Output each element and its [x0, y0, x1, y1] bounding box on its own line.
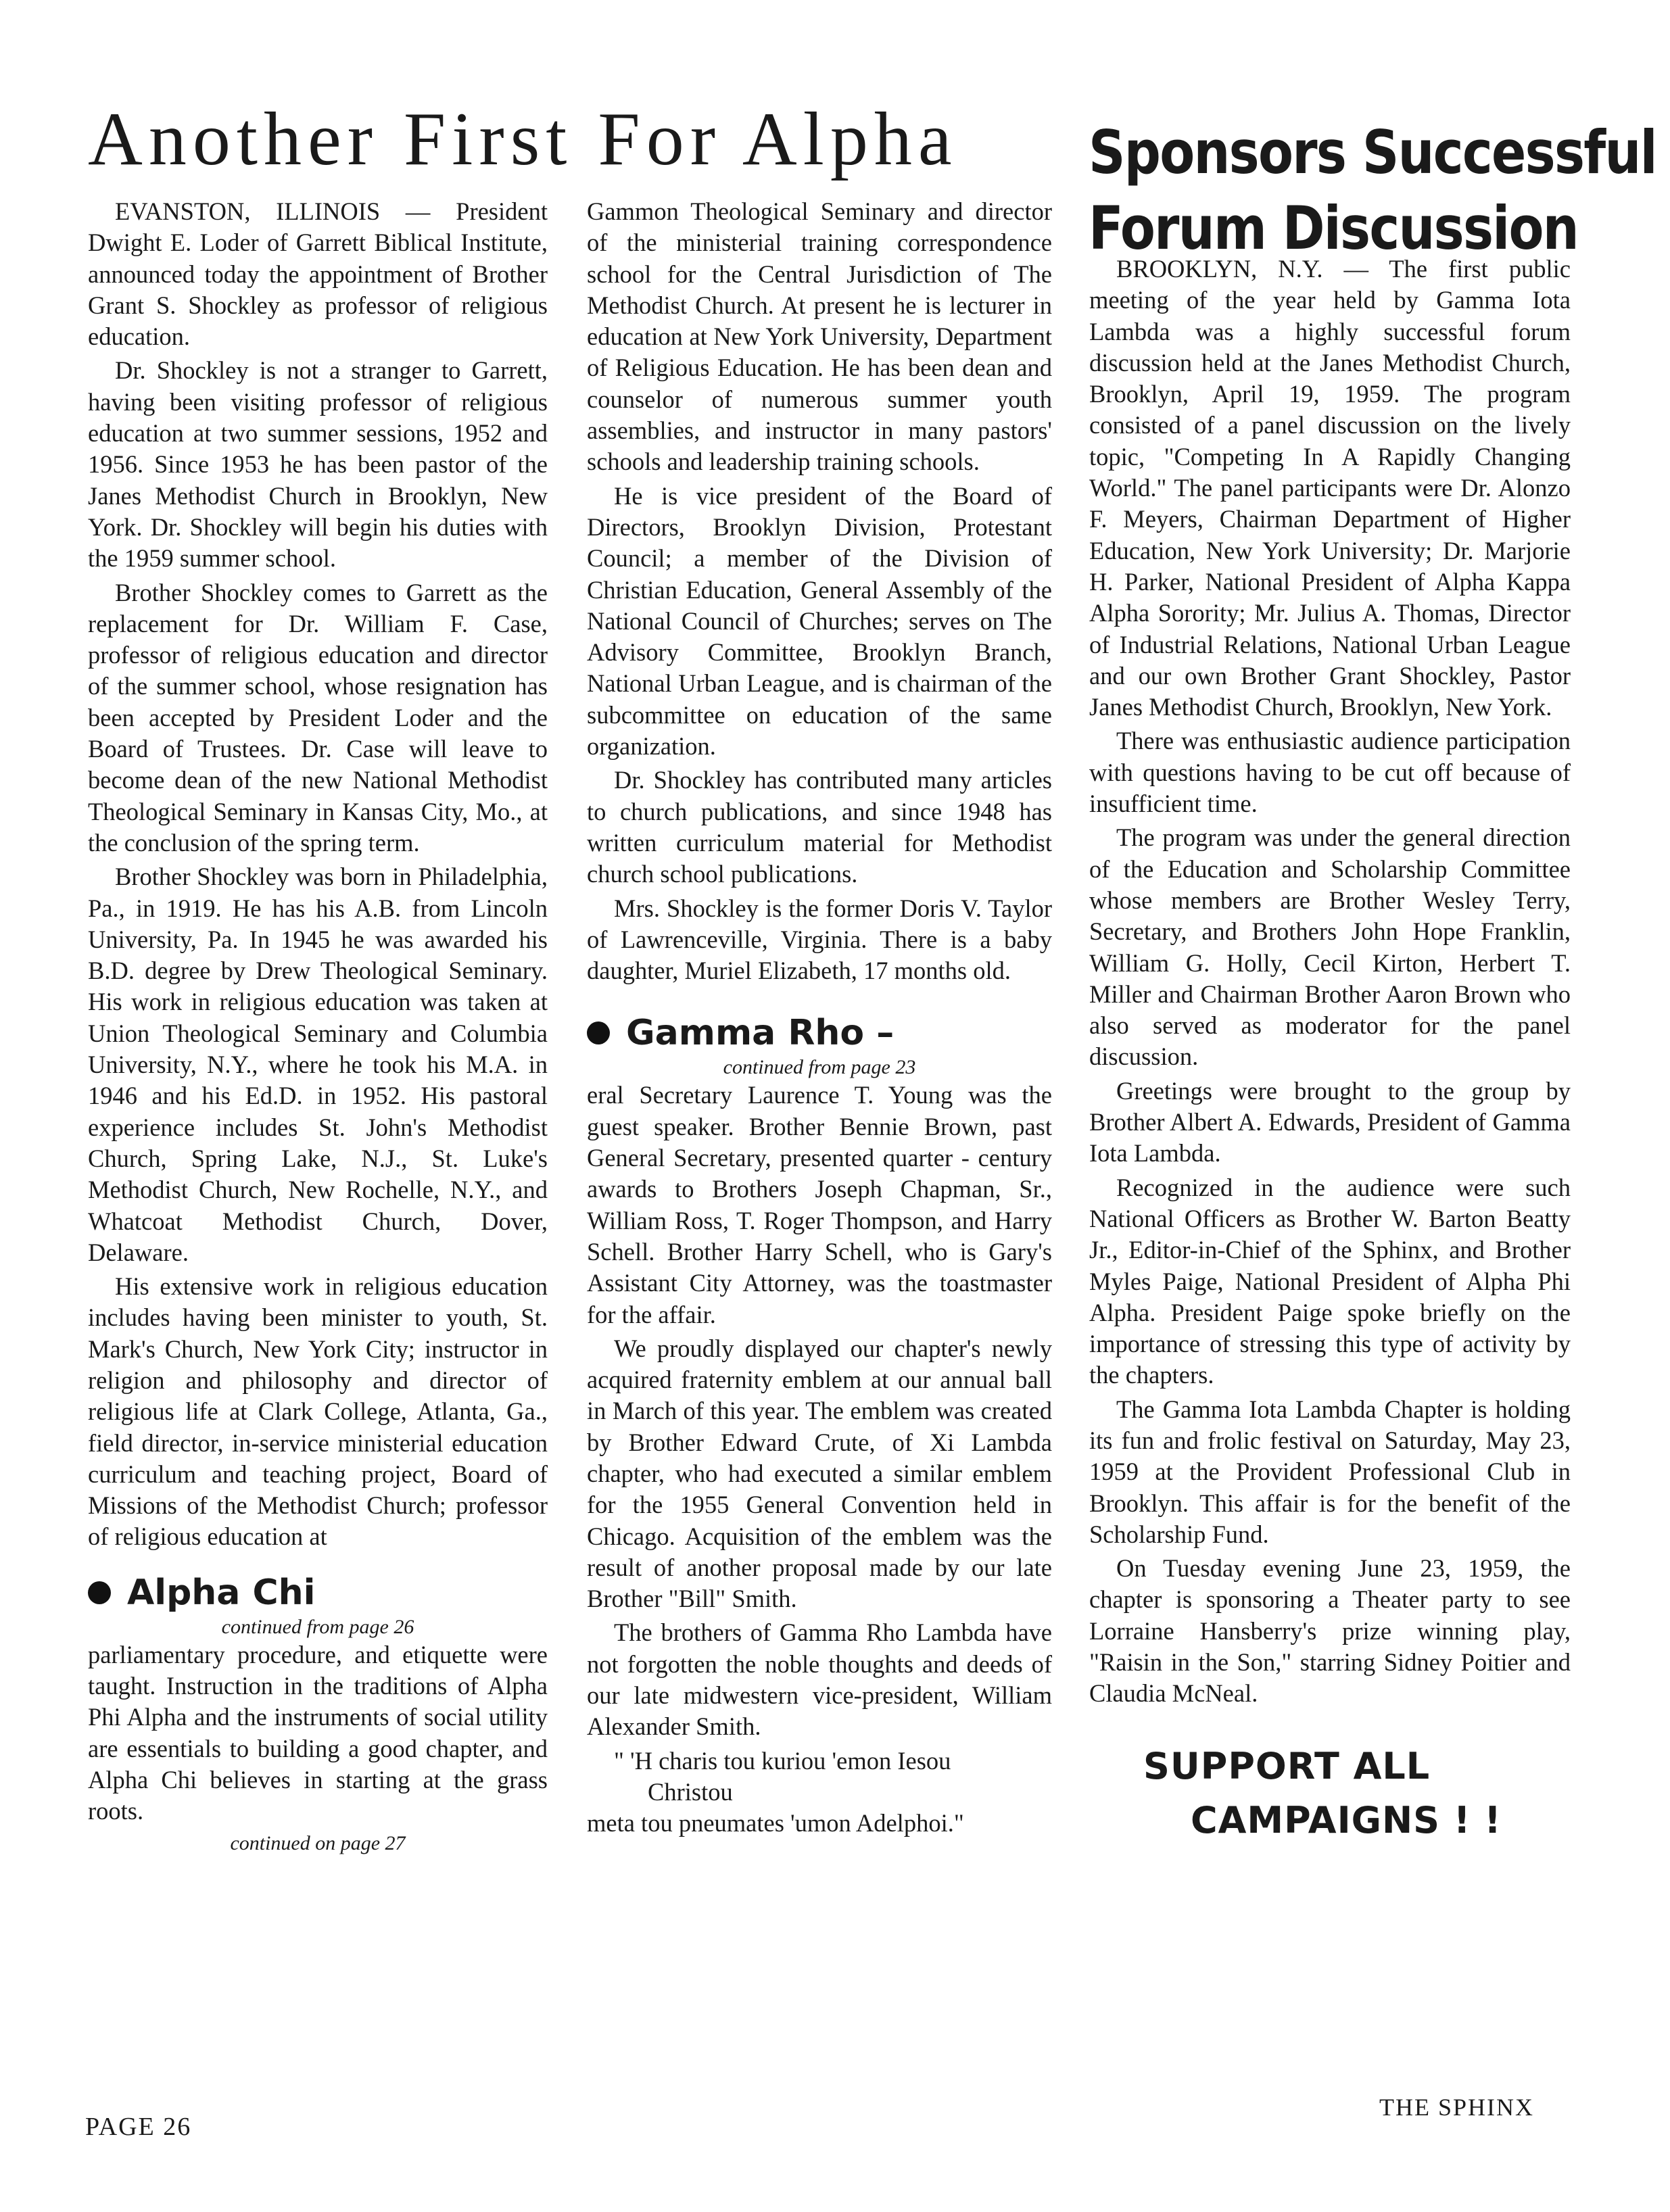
article-paragraph: Brother Shockley comes to Garrett as the replacement for Dr. William F. Case, professor of religious education and director of the summer school, whose resignation has been accepted by President Loder and the Board of Trustees. Dr. Case will leave to become dean of the new National Methodist Theological Seminary in Kansas City, Mo., at the conclusion of the spring term. — [88, 578, 548, 857]
article-paragraph: Mrs. Shockley is the former Doris V. Taylor of Lawrenceville, Virginia. There is a baby daughter, Muriel Elizabeth, 17 months old. — [587, 894, 1052, 985]
slogan-line-1: SUPPORT ALL — [1143, 1744, 1431, 1787]
greek-line-3: meta tou pneumates 'umon Adelphoi." — [587, 1809, 964, 1837]
continued-from-note: continued from page 23 — [723, 1056, 916, 1079]
forum-paragraph: The program was under the general direction of the Education and Scholarship Committee whose members are Brother Wesley Terry, Secretary, and Brothers John Hope Franklin, William G. Holly, Cecil Kirton, Herbert T. Miller and Chairman Brother Aaron Brown who also served as moderator for the panel discussion. — [1089, 823, 1571, 1071]
gamma-rho-heading — [587, 1012, 1052, 1054]
column-left — [88, 196, 548, 1857]
continued-on-note: continued on page 27 — [230, 1831, 406, 1854]
forum-paragraph: There was enthusiastic audience participation with questions having to be cut off because of insufficient time. — [1089, 727, 1571, 818]
bullet-icon — [88, 1581, 111, 1604]
support-slogan — [1089, 1739, 1571, 1848]
publication-name: THE SPHINX — [1379, 2094, 1535, 2121]
page-number: PAGE 26 — [85, 2113, 192, 2141]
forum-article-title — [1089, 115, 1656, 266]
article-paragraph: Dr. Shockley has contributed many articles to church publications, and since 1948 has written curriculum material for Methodist church school publications. — [587, 766, 1052, 888]
gamma-rho-paragraph: eral Secretary Laurence T. Young was the guest speaker. Brother Bennie Brown, past General Secretary, presented quarter - century awards to Brothers Joseph Chapman, Sr., William Ross, T. Roger Thompson, and Harry Schell. Brother Harry Schell, who is Gary's Assistant City Attorney, was the toastmaster for the affair. — [587, 1081, 1052, 1328]
gamma-rho-paragraph: We proudly displayed our chapter's newly acquired fraternity emblem at our annual ball in March of this year. The emblem was created by Brother Edward Crute, of Xi Lambda chapter, who had executed a similar emblem for the 1955 General Convention held in Chicago. Acquisition of the emblem was the result of another proposal made by our late Brother "Bill" Smith. — [587, 1334, 1052, 1613]
gamma-rho-paragraph: The brothers of Gamma Rho Lambda have not forgotten the noble thoughts and deeds of our late midwestern vice-president, William Alexander Smith. — [587, 1618, 1052, 1741]
page-title: Another First For Alpha — [88, 97, 958, 181]
forum-paragraph: The Gamma Iota Lambda Chapter is holding its fun and frolic festival on Saturday, May 23, 1959 at the Provident Professional Club in Brooklyn. This affair is for the benefit of the Scholarship Fund. — [1089, 1395, 1571, 1548]
column-right — [1089, 254, 1571, 1848]
forum-paragraph: BROOKLYN, N.Y. — The first public meeting of the year held by Gamma Iota Lambda was a highly successful forum discussion held at the Janes Methodist Church, Brooklyn, April 19, 1959. The program consisted of a panel discussion on the lively topic, "Competing In A Rapidly Changing World." The panel participants were Dr. Alonzo F. Meyers, Chairman Department of Higher Education, New York University; Dr. Marjorie H. Parker, National President of Alpha Kappa Alpha Sorority; Mr. Julius A. Thomas, Director of Industrial Relations, National Urban League and our own Brother Grant Shockley, Pastor Janes Methodist Church, Brooklyn, New York. — [1089, 255, 1571, 721]
forum-title-line-1: Sponsors Successful — [1089, 118, 1656, 187]
forum-paragraph: Greetings were brought to the group by Brother Albert A. Edwards, President of Gamma Iota Lambda. — [1089, 1076, 1571, 1168]
article-paragraph: He is vice president of the Board of Directors, Brooklyn Division, Protestant Council; a member of the Division of Christian Education, General Assembly of the National Council of Churches; serves on The Advisory Committee, Brooklyn Branch, National Urban League, and is chairman of the subcommittee on education of the same organization. — [587, 481, 1052, 761]
continued-from-note: continued from page 26 — [221, 1615, 414, 1638]
article-paragraph: Dr. Shockley is not a stranger to Garrett, having been visiting professor of religious education at two summer sessions, 1952 and 1956. Since 1953 he has been pastor of the Janes Methodist Church in Brooklyn, New York. Dr. Shockley will begin his duties with the 1959 summer school. — [88, 356, 548, 573]
slogan-line-2: CAMPAIGNS ! ! — [1191, 1798, 1502, 1842]
alpha-chi-heading-text: Alpha Chi — [127, 1572, 316, 1613]
alpha-chi-heading — [88, 1572, 548, 1614]
column-middle — [587, 196, 1052, 1842]
greek-line-1: " 'H charis tou kuriou 'emon Iesou — [614, 1746, 951, 1775]
article-paragraph: Brother Shockley was born in Philadelphia, Pa., in 1919. He has his A.B. from Lincoln University, Pa. In 1945 he was awarded his B.D. degree by Drew Theological Seminary. His work in religious education was taken at Union Theological Seminary and Columbia University, N.Y., where he took his M.A. in 1946 and his Ed.D. in 1952. His pastoral experience includes St. John's Methodist Church, Spring Lake, N.J., St. Luke's Methodist Church, New Rochelle, N.Y., and Whatcoat Methodist Church, Dover, Delaware. — [88, 863, 548, 1266]
article-paragraph: His extensive work in religious education includes having been minister to youth, St. Mark's Church, New York City; instructor in religion and philosophy and director of religious life at Clark College, Atlanta, Ga., field director, in-service ministerial education curriculum and teaching project, Board of Missions of the Methodist Church; professor of religious education at — [88, 1272, 548, 1551]
article-paragraph: Gammon Theological Seminary and director of the ministerial training correspondence school for the Central Jurisdiction of The Methodist Church. At present he is lecturer in education at New York University, Department of Religious Education. He has been dean and counselor of numerous summer youth assemblies, and instructor in many pastors' schools and leadership training schools. — [587, 197, 1052, 476]
greek-line-2: Christou — [648, 1777, 733, 1806]
gamma-rho-heading-text: Gamma Rho – — [626, 1013, 894, 1054]
bullet-icon — [587, 1021, 610, 1044]
greek-benediction — [587, 1746, 1052, 1840]
alpha-chi-text: parliamentary procedure, and etiquette were taught. Instruction in the traditions of Alpha Phi Alpha and the instruments of social utility are essentials to building a good chapter, and Alpha Chi believes in starting at the grass roots. — [88, 1640, 548, 1825]
forum-paragraph: On Tuesday evening June 23, 1959, the chapter is sponsoring a Theater party to see Lorraine Hansberry's prize winning play, "Raisin in the Son," starring Sidney Poitier and Claudia McNeal. — [1089, 1554, 1571, 1708]
forum-title-line-2: Forum Discussion — [1089, 193, 1578, 263]
forum-paragraph: Recognized in the audience were such National Officers as Brother W. Barton Beatty Jr., Editor-in-Chief of the Sphinx, and Brother Myles Paige, National President of Alpha Phi Alpha. President Paige spoke briefly on the importance of stressing this type of activity by the chapters. — [1089, 1173, 1571, 1389]
article-paragraph: EVANSTON, ILLINOIS — President Dwight E. Loder of Garrett Biblical Institute, announced today the appointment of Brother Grant S. Shockley as professor of religious education. — [88, 197, 548, 351]
